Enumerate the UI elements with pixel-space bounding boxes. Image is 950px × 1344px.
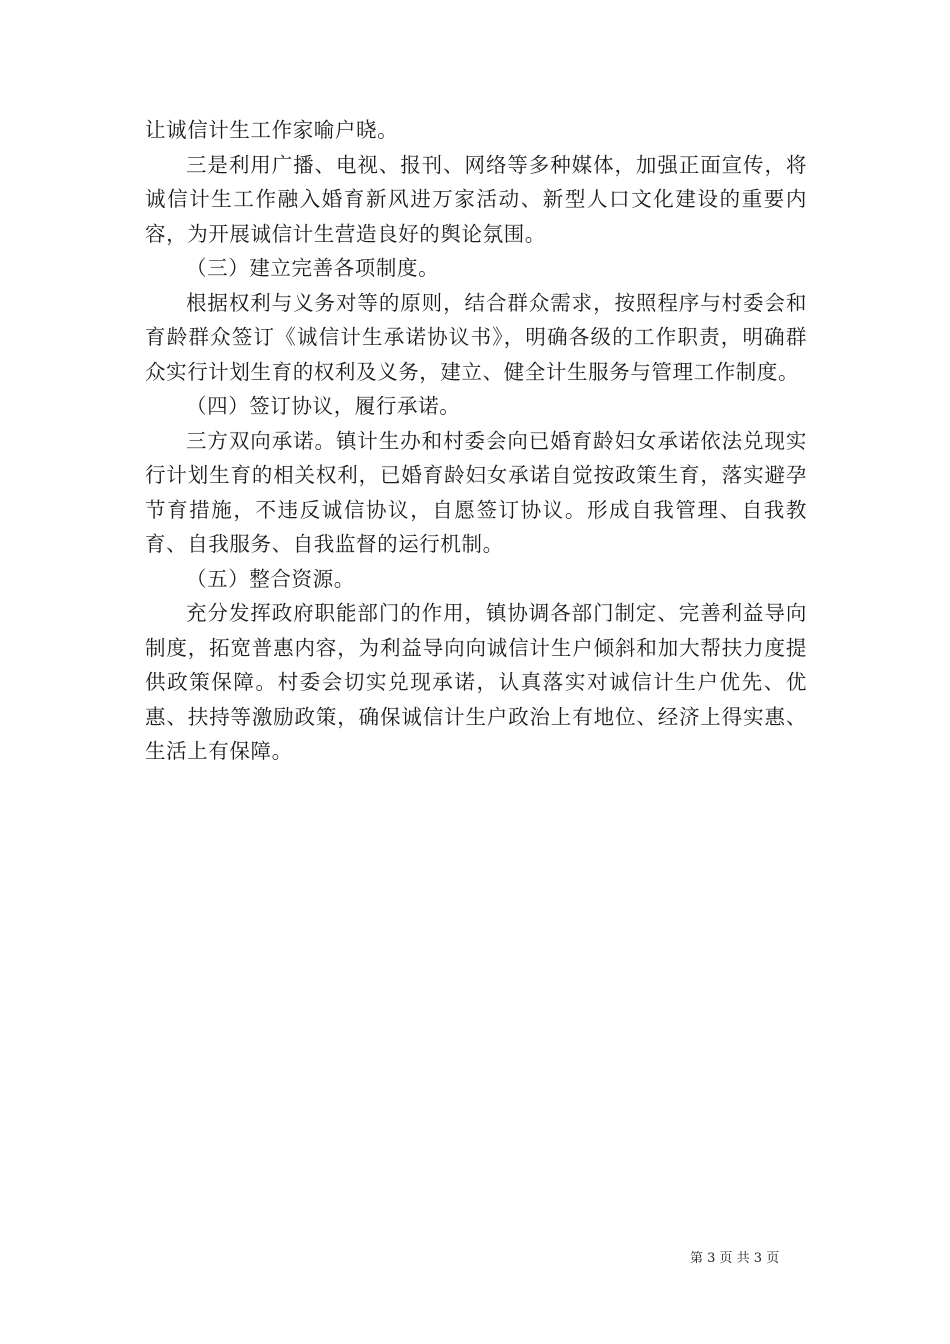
document-body: [145, 113, 807, 769]
paragraph-resources: 充分发挥政府职能部门的作用，镇协调各部门制定、完善利益导向制度，拓宽普惠内容，为利益导向向诚信计生户倾斜和加大帮扶力度提供政策保障。村委会切实兑现承诺，认真落实对诚信计生户优先、优惠、扶持等激励政策，确保诚信计生户政治上有地位、经济上得实惠、生活上有保障。: [145, 601, 807, 763]
paragraph-commitment: 三方双向承诺。镇计生办和村委会向已婚育龄妇女承诺依法兑现实行计划生育的相关权利，已婚育龄妇女承诺自觉按政策生育，落实避孕节育措施，不违反诚信协议，自愿签订协议。形成自我管理、自我教育、自我服务、自我监督的运行机制。: [145, 428, 807, 556]
section-heading-5: （五）整合资源。: [186, 566, 355, 591]
section-heading-4: （四）签订协议，履行承诺。: [186, 394, 461, 418]
section-heading-3: （三）建立完善各项制度。: [186, 256, 440, 280]
page-number: 第 3 页 共 3 页: [690, 1251, 780, 1266]
paragraph-media-publicity: 三是利用广播、电视、报刊、网络等多种媒体，加强正面宣传，将诚信计生工作融入婚育新风进万家活动、新型人口文化建设的重要内容，为开展诚信计生营造良好的舆论氛围。: [145, 152, 807, 246]
paragraph-rules: 根据权利与义务对等的原则，结合群众需求，按照程序与村委会和育龄群众签订《诚信计生承诺协议书》，明确各级的工作职责，明确群众实行计划生育的权利及义务，建立、健全计生服务与管理工作制度。: [145, 290, 807, 384]
paragraph-continuation: 让诚信计生工作家喻户晓。: [145, 118, 399, 142]
